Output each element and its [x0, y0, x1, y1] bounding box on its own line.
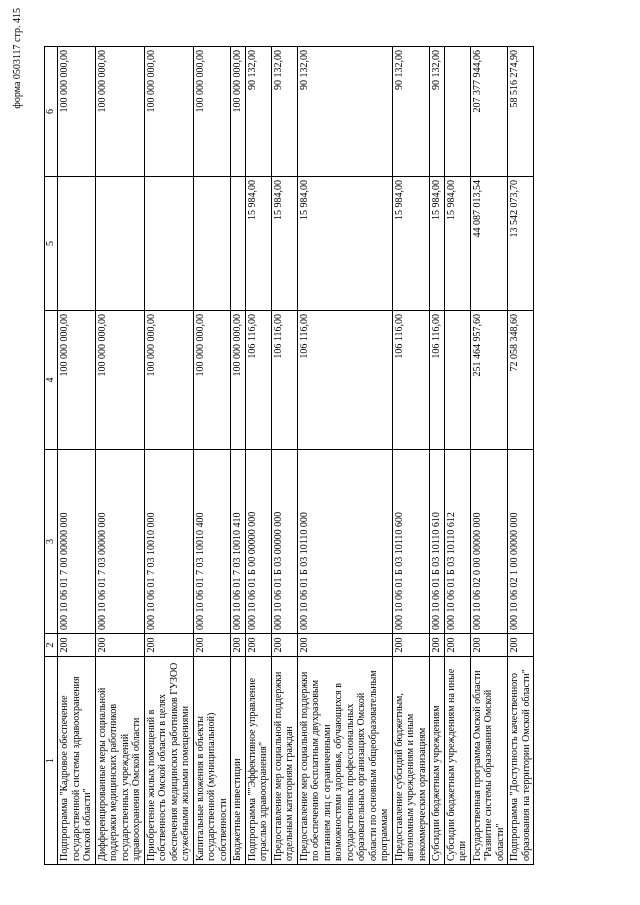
column-header-row — [45, 47, 58, 865]
row-executed-amount — [193, 177, 231, 311]
row-budget-code: 000 10 06 01 7 03 10010 410 — [231, 450, 246, 634]
table-row — [444, 47, 470, 865]
table-body — [58, 47, 534, 865]
row-name: Подпрограмма "Кадровое обеспечение государственной системы здравоохранения Омской области" — [58, 657, 96, 865]
column-header-1: 1 — [45, 657, 58, 865]
row-executed-amount: 13 542 073,70 — [508, 177, 534, 311]
table-row — [144, 47, 193, 865]
row-line-code: 200 — [297, 634, 392, 657]
row-name: Приобретение жилых помещений в собственность Омской области в целях обеспечения медицинских работников ГУЗОО служебными жилыми помещениями — [144, 657, 193, 865]
row-executed-amount — [231, 177, 246, 311]
table-row — [95, 47, 144, 865]
row-approved-amount: 106 116,00 — [392, 311, 430, 450]
row-line-code: 200 — [193, 634, 231, 657]
column-header-5: 5 — [45, 177, 58, 311]
row-unexecuted-amount: 90 132,00 — [245, 47, 271, 177]
row-executed-amount: 15 984,00 — [444, 177, 470, 311]
table-row — [245, 47, 271, 865]
row-approved-amount: 251 464 957,60 — [470, 311, 508, 450]
row-approved-amount: 106 116,00 — [271, 311, 297, 450]
row-name: Подпрограмма ""Эффективное управление отраслью здравоохранения" — [245, 657, 271, 865]
row-name: Предоставление субсидий бюджетным, автономным учреждениям и иным некоммерческим организациям — [392, 657, 430, 865]
row-budget-code: 000 10 06 01 Б 03 10110 600 — [392, 450, 430, 634]
row-executed-amount: 15 984,00 — [430, 177, 445, 311]
row-budget-code: 000 10 06 01 7 00 00000 000 — [58, 450, 96, 634]
row-name: Предоставление мер социальной поддержки по обеспечению бесплатным двухразовым питанием лиц с ограниченными возможностями здоровья, обучающихся в государственных профессиональных образовательных организациях Омской области по основным общеобразовательным программам — [297, 657, 392, 865]
row-approved-amount: 100 000 000,00 — [144, 311, 193, 450]
row-unexecuted-amount: 90 132,00 — [297, 47, 392, 177]
row-line-code: 200 — [231, 634, 246, 657]
row-unexecuted-amount: 100 000 000,00 — [95, 47, 144, 177]
row-budget-code: 000 10 06 01 Б 03 00000 000 — [271, 450, 297, 634]
row-line-code: 200 — [430, 634, 445, 657]
row-approved-amount: 72 058 348,60 — [508, 311, 534, 450]
column-header-6: 6 — [45, 47, 58, 177]
row-unexecuted-amount — [444, 47, 470, 177]
row-approved-amount: 100 000 000,00 — [58, 311, 96, 450]
row-approved-amount: 100 000 000,00 — [193, 311, 231, 450]
row-executed-amount — [144, 177, 193, 311]
row-name: Подпрограмма "Доступность качественного образования на территории Омской области" — [508, 657, 534, 865]
row-budget-code: 000 10 06 01 Б 00 00000 000 — [245, 450, 271, 634]
table-row — [297, 47, 392, 865]
row-approved-amount: 100 000 000,00 — [95, 311, 144, 450]
row-unexecuted-amount: 90 132,00 — [271, 47, 297, 177]
row-unexecuted-amount: 58 516 274,90 — [508, 47, 534, 177]
row-budget-code: 000 10 06 01 Б 03 10110 000 — [297, 450, 392, 634]
row-approved-amount: 106 116,00 — [430, 311, 445, 450]
row-line-code: 200 — [271, 634, 297, 657]
table-row — [58, 47, 96, 865]
table-row — [430, 47, 445, 865]
row-line-code: 200 — [95, 634, 144, 657]
row-name: Дифференцированные меры социальной поддержки медицинских работников государственных учреждений здравоохранения Омской области — [95, 657, 144, 865]
row-name: Субсидии бюджетным учреждениям — [430, 657, 445, 865]
row-line-code: 200 — [58, 634, 96, 657]
row-unexecuted-amount: 90 132,00 — [430, 47, 445, 177]
row-budget-code: 000 10 06 01 7 03 00000 000 — [95, 450, 144, 634]
table-row — [193, 47, 231, 865]
row-budget-code: 000 10 06 01 7 03 10010 000 — [144, 450, 193, 634]
column-header-3: 3 — [45, 450, 58, 634]
form-label: форма 0503117 стр. 415 — [12, 8, 23, 109]
table-row — [470, 47, 508, 865]
row-unexecuted-amount: 100 000 000,00 — [144, 47, 193, 177]
row-line-code: 200 — [508, 634, 534, 657]
row-budget-code: 000 10 06 02 0 00 00000 000 — [470, 450, 508, 634]
row-line-code: 200 — [470, 634, 508, 657]
row-approved-amount — [444, 311, 470, 450]
row-approved-amount: 106 116,00 — [297, 311, 392, 450]
table-row — [508, 47, 534, 865]
row-unexecuted-amount: 100 000 000,00 — [58, 47, 96, 177]
row-budget-code: 000 10 06 01 Б 03 10110 610 — [430, 450, 445, 634]
row-approved-amount: 100 000 000,00 — [231, 311, 246, 450]
row-executed-amount — [95, 177, 144, 311]
row-line-code: 200 — [245, 634, 271, 657]
row-executed-amount: 15 984,00 — [297, 177, 392, 311]
table-row — [231, 47, 246, 865]
row-executed-amount: 15 984,00 — [271, 177, 297, 311]
row-line-code: 200 — [392, 634, 430, 657]
row-budget-code: 000 10 06 02 1 00 00000 000 — [508, 450, 534, 634]
row-name: Бюджетные инвестиции — [231, 657, 246, 865]
row-name: Предоставление мер социальной поддержки отдельным категориям граждан — [271, 657, 297, 865]
row-budget-code: 000 10 06 01 7 03 10010 400 — [193, 450, 231, 634]
column-header-2: 2 — [45, 634, 58, 657]
column-header-4: 4 — [45, 311, 58, 450]
row-executed-amount — [58, 177, 96, 311]
row-executed-amount: 15 984,00 — [245, 177, 271, 311]
table-row — [271, 47, 297, 865]
row-budget-code: 000 10 06 01 Б 03 10110 612 — [444, 450, 470, 634]
row-line-code: 200 — [144, 634, 193, 657]
row-executed-amount: 15 984,00 — [392, 177, 430, 311]
row-line-code: 200 — [444, 634, 470, 657]
report-table — [44, 46, 534, 865]
row-unexecuted-amount: 100 000 000,00 — [231, 47, 246, 177]
row-unexecuted-amount: 90 132,00 — [392, 47, 430, 177]
table-row — [392, 47, 430, 865]
row-name: Государственная программа Омской области "Развитие системы образования Омской области" — [470, 657, 508, 865]
row-name: Субсидии бюджетным учреждениям на иные цели — [444, 657, 470, 865]
row-approved-amount: 106 116,00 — [245, 311, 271, 450]
row-unexecuted-amount: 207 377 944,06 — [470, 47, 508, 177]
row-name: Капитальные вложения в объекты государственной (муниципальной) собственности — [193, 657, 231, 865]
row-executed-amount: 44 087 013,54 — [470, 177, 508, 311]
row-unexecuted-amount: 100 000 000,00 — [193, 47, 231, 177]
